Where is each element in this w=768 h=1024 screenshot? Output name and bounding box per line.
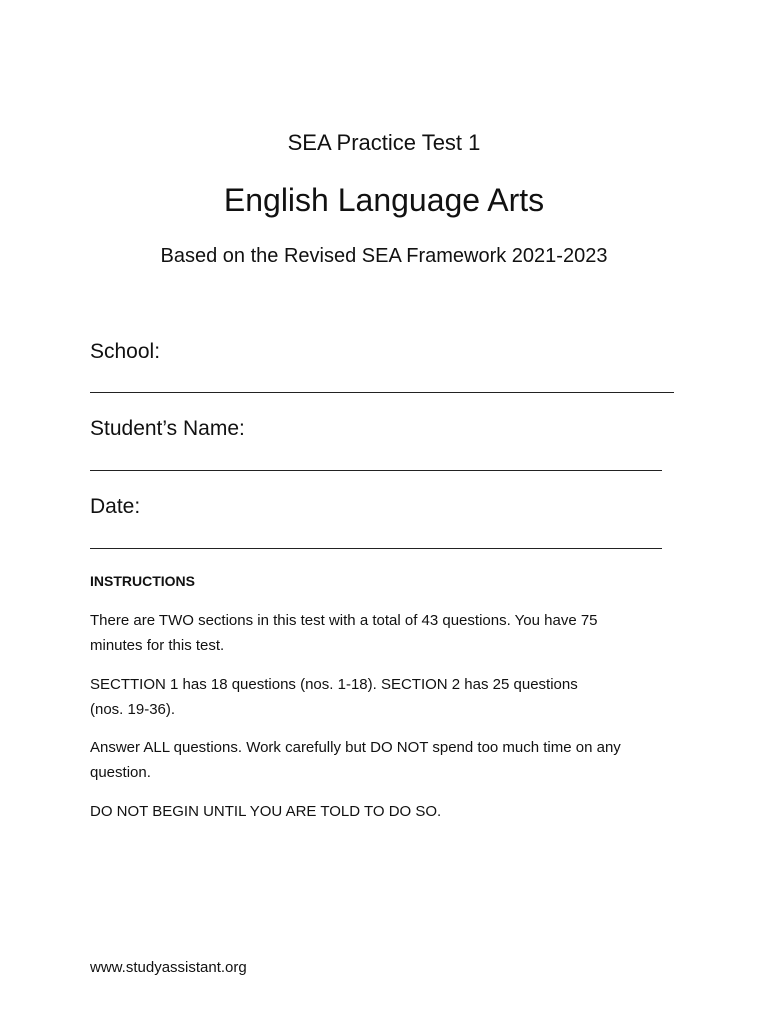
date-label: Date:	[90, 495, 141, 518]
instructions-line: minutes for this test.	[90, 637, 225, 654]
instructions-line: question.	[90, 764, 151, 781]
instructions-heading: INSTRUCTIONS	[90, 573, 195, 589]
date-answer-line	[90, 548, 662, 549]
instructions-paragraph-do-not-begin	[90, 799, 690, 824]
student-name-label: Student’s Name:	[90, 417, 245, 440]
framework-subtitle: Based on the Revised SEA Framework 2021-2023	[160, 245, 608, 267]
instructions-paragraph-sections	[90, 608, 690, 658]
instructions-line: There are TWO sections in this test with a total of 43 questions. You have 75	[90, 612, 598, 629]
instructions-line: DO NOT BEGIN UNTIL YOU ARE TOLD TO DO SO.	[90, 803, 442, 820]
test-name: SEA Practice Test 1	[287, 130, 481, 155]
school-label: School:	[90, 340, 161, 363]
subject-title: English Language Arts	[223, 182, 545, 218]
instructions-paragraph-question-counts	[90, 672, 690, 722]
instructions-paragraph-answer-all	[90, 735, 690, 785]
instructions-line: Answer ALL questions. Work carefully but DO NOT spend too much time on any	[90, 739, 621, 756]
student-name-answer-line	[90, 470, 662, 471]
footer-website: www.studyassistant.org	[90, 959, 247, 976]
instructions-line: (nos. 19-36).	[90, 701, 176, 718]
instructions-line: SECTTION 1 has 18 questions (nos. 1-18). SECTION 2 has 25 questions	[90, 676, 578, 693]
school-answer-line	[90, 392, 674, 393]
